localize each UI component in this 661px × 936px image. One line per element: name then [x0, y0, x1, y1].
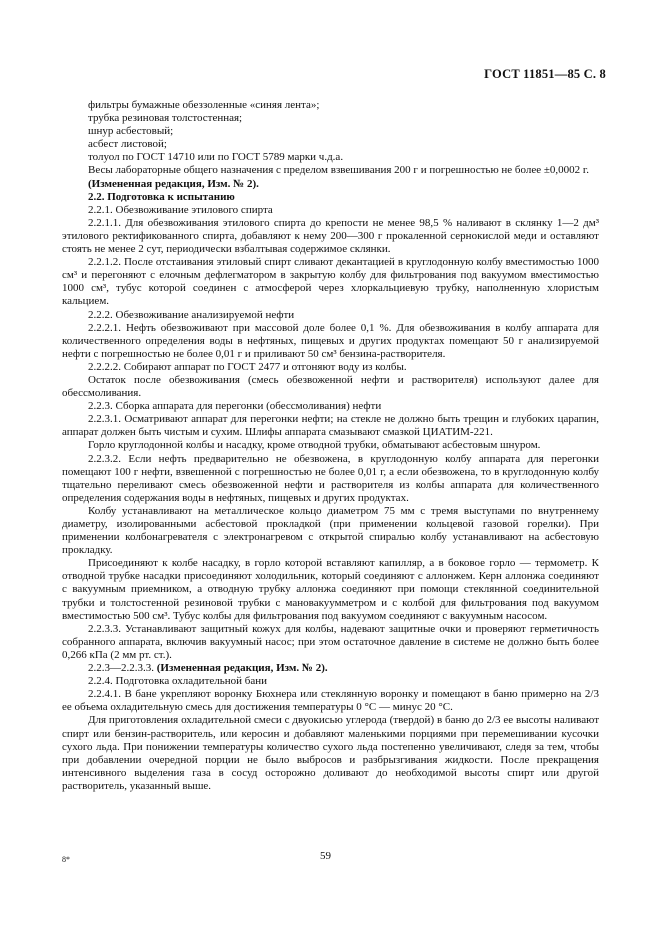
- paragraph-2-2-2-1: 2.2.2.1. Нефть обезвоживают при массовой доле более 0,1 %. Для обезвоживания в колбу аппарата для количественного определения воды в нефтяных, пищевых и других продуктах помещают 50 г анализируемой нефти с погрешностью не более 0,01 г и приливают 50 см³ бензина-растворителя.: [62, 321, 599, 360]
- subsection-2-2-3: 2.2.3. Сборка аппарата для перегонки (обессмоливания) нефти: [88, 400, 382, 413]
- paragraph-flask: Колбу устанавливают на металлическое кольцо диаметром 75 мм с тремя выступами по внутреннему диаметру, изолированными асбестовой прокладкой (при применении кольцевой газовой горелки). При применении колбонагревателя с электронагревом с открытой спиралью колбу устанавливают на асбестовую прокладку.: [62, 504, 599, 557]
- section-heading-text: 2.2. Подготовка к испытанию: [88, 190, 235, 203]
- subsection-2-2-4: 2.2.4. Подготовка охладительной бани: [88, 675, 268, 688]
- page-header: ГОСТ 11851—85 С. 8: [484, 67, 606, 81]
- paragraph-2-2-3-3: 2.2.3.3. Устанавливают защитный кожух для колбы, надевают защитные очки и проверяют герметичность собранного аппарата, включив вакуумный насос; при этом остаточное давление в системе не должно быть более 0,266 кПа (2 мм рт. ст.).: [62, 622, 599, 661]
- edit-note-range: [62, 662, 599, 675]
- paragraph-2-2-3-1: 2.2.3.1. Осматривают аппарат для перегонки нефти; на стекле не должно быть трещин и глубоких царапин, аппарат должен быть чистым и сухим. Шлифы аппарата смазывают смазкой ЦИАТИМ-221.: [62, 413, 599, 439]
- paragraph-2-2-3-2: 2.2.3.2. Если нефть предварительно не обезвожена, в круглодонную колбу аппарата для перегонки помещают 100 г нефти, взвешенной с погрешностью не более 0,01 г, а если обезвожена, то в круглодонную колбу тщательно переливают смесь обезвоженной нефти и растворителя из колбы аппарата для количественного определения содержания воды в нефтяных, пищевых и других продуктах.: [62, 452, 599, 504]
- paragraph-2-2-1-2: 2.2.1.2. После отстаивания этиловый спирт сливают декантацией в круглодонную колбу вместимостью 1000 см³ и перегоняют с елочным дефлегматором в закрытую колбу для фильтрования под вакуумом вместимостью 1000 см³, тубус которой соединен с атмосферой через хлоркальциевую трубку, наполненную хлористым кальцием.: [62, 256, 599, 308]
- subsection-2-2-2: 2.2.2. Обезвоживание анализируемой нефти: [88, 308, 295, 321]
- paragraph-2-2-1-1: 2.2.1.1. Для обезвоживания этилового спирта до крепости не менее 98,5 % наливают в склянку 1—2 дм³ этилового ректификованного спирта, добавляют к нему 200—300 г прокаленной сернокислой меди и оставляют стоять не менее 2 сут, периодически взбалтывая содержимое склянки.: [62, 216, 599, 256]
- materials-item: трубка резиновая толстостенная;: [88, 112, 243, 125]
- paragraph-attach: Присоединяют к колбе насадку, в горло которой вставляют капилляр, а в боковое горло — термометр. К отводной трубке насадки присоединяют холодильник, который соединяют с аллонжем. Керн аллонжа соединяют с вакуумным приемником, а отводную трубку аллонжа соединяют при помощи стеклянной соединительной трубки и толстостенной резиновой трубки с мановакуумметром и с колбой для фильтрования под вакуумом вместимостью 500 см³. Тубус колбы для фильтрования под вакуумом соединяют с вакуумным насосом.: [62, 557, 599, 622]
- materials-item: асбест листовой;: [88, 138, 167, 151]
- paragraph-neck: Горло круглодонной колбы и насадку, кроме отводной трубки, обматывают асбестовым шнуром.: [88, 439, 541, 452]
- document-body: [62, 99, 599, 793]
- range-label: 2.2.3—2.2.3.3.: [88, 662, 154, 675]
- paragraph-residue: Остаток после обезвоживания (смесь обезвоженной нефти и растворителя) используют далее для обессмоливания.: [62, 373, 599, 400]
- footer-mark: 8*: [62, 855, 70, 864]
- materials-item: фильтры бумажные обеззоленные «синяя лента»;: [88, 99, 320, 111]
- edit-note-text: (Измененная редакция, Изм. № 2).: [156, 662, 328, 675]
- subsection-2-2-1: 2.2.1. Обезвоживание этилового спирта: [88, 203, 273, 216]
- edit-note: [62, 178, 599, 191]
- section-heading-2-2: [62, 191, 599, 204]
- paragraph-2-2-2-2: 2.2.2.2. Собирают аппарат по ГОСТ 2477 и отгоняют воду из колбы.: [88, 360, 407, 373]
- materials-item: толуол по ГОСТ 14710 или по ГОСТ 5789 марки ч.д.а.: [88, 151, 344, 164]
- paragraph-scales: Весы лабораторные общего назначения с пределом взвешивания 200 г и погрешностью не более ±0,0002 г.: [88, 164, 589, 177]
- edit-note-text: (Измененная редакция, Изм. № 2).: [88, 177, 259, 190]
- paragraph-cooling: Для приготовления охладительной смеси с двуокисью углерода (твердой) в баню до 2/3 ее высоты наливают спирт или бензин-растворитель, или керосин и добавляют маленькими порциями при перемешивании кусочки сухого льда. При понижении температуры количество сухого льда постепенно увеличивают, следя за тем, чтобы при добавлении очередной порции не было выбросов и разбрызгивания жидкости. После прекращения интенсивного выделения газа в сосуд осторожно доливают до необходимой высоты спирт или другой растворитель, указанный выше.: [62, 714, 599, 792]
- paragraph-2-2-4-1: 2.2.4.1. В бане укрепляют воронку Бюхнера или стеклянную воронку и помещают в баню примерно на 2/3 ее объема охладительную смесь для достижения температуры 0 °С — минус 20 °С.: [62, 688, 599, 714]
- materials-item: шнур асбестовый;: [88, 125, 174, 138]
- page-number: 59: [320, 850, 331, 862]
